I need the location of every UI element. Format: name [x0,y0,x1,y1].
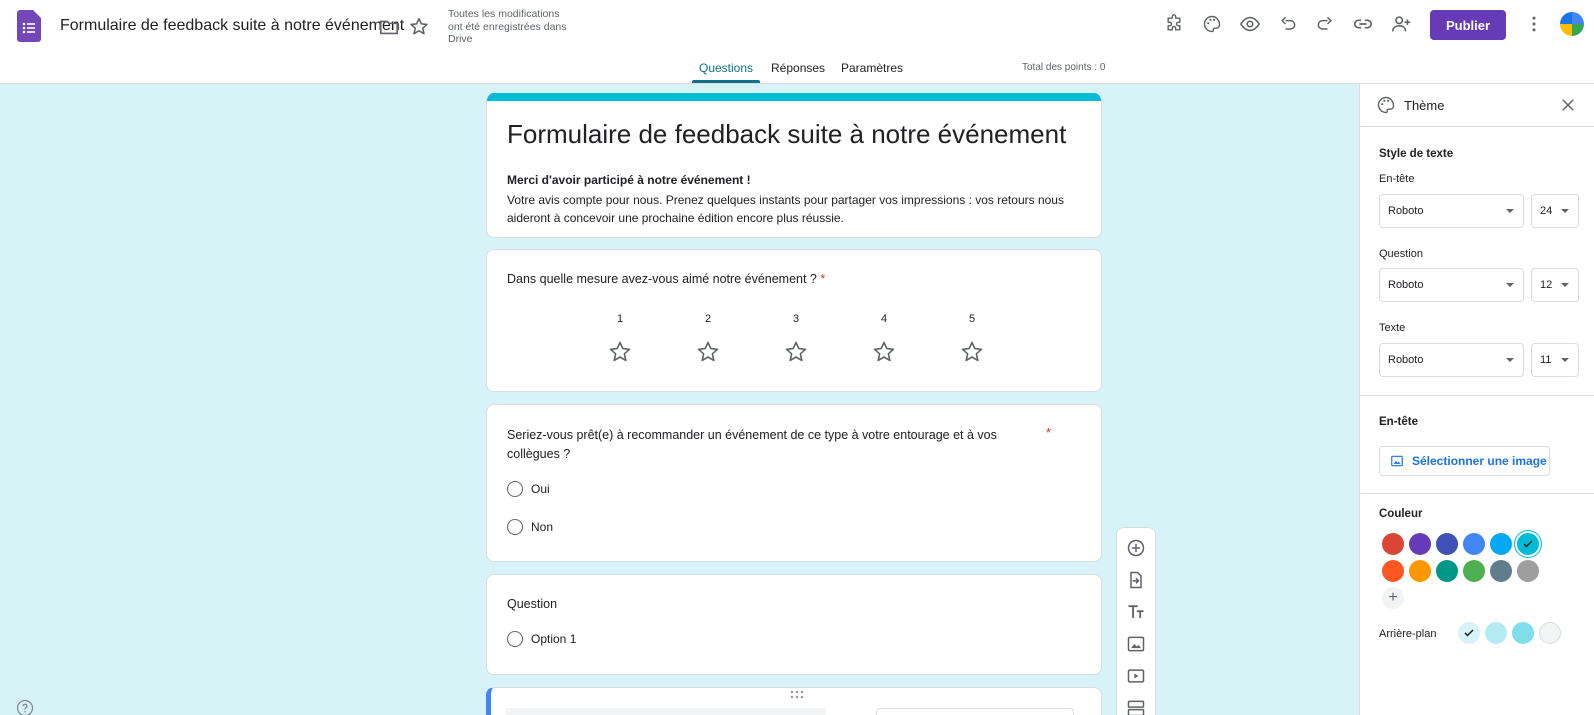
publish-button[interactable]: Publier [1430,10,1506,40]
star-icon[interactable] [408,16,430,38]
link-icon[interactable] [1351,12,1375,36]
image-icon [1390,454,1404,468]
question-title-input[interactable] [506,708,826,715]
question-font-select[interactable] [1379,268,1524,302]
header-accent-bar [487,93,1101,101]
option-label: Non [531,520,554,534]
rating-label-1: 1 [616,313,624,325]
text-font-label: Texte [1379,322,1406,334]
color-swatch[interactable] [1463,560,1485,582]
color-heading: Couleur [1379,508,1423,520]
chevron-down-icon [1561,209,1569,213]
more-icon[interactable] [1522,12,1546,36]
question-title[interactable] [507,272,825,286]
color-swatch[interactable] [1490,560,1512,582]
preview-icon[interactable] [1238,12,1262,36]
check-icon [1522,538,1534,550]
background-swatch[interactable] [1512,622,1534,644]
select-image-label: Sélectionner une image [1412,454,1547,468]
text-font-value: Roboto [1388,354,1424,366]
google-forms-icon[interactable] [17,10,41,42]
background-swatch[interactable] [1539,622,1561,644]
color-swatch[interactable] [1490,533,1512,555]
add-image-icon[interactable] [1126,634,1146,654]
add-collaborator-icon[interactable] [1389,12,1413,36]
add-custom-color-button[interactable]: + [1382,587,1404,609]
addon-icon[interactable] [1162,12,1186,36]
radio-button[interactable] [507,481,523,497]
question-type-select[interactable] [876,708,1074,715]
chevron-down-icon [1506,358,1514,362]
rating-star-icon[interactable] [608,340,632,364]
color-swatch[interactable] [1409,560,1431,582]
top-bar [0,0,1594,52]
rating-label-4: 4 [880,313,888,325]
form-title[interactable]: Formulaire de feedback suite à notre événement [507,119,1067,149]
divider [1360,126,1594,127]
drag-handle-icon[interactable] [789,690,805,700]
check-icon [1463,627,1475,639]
radio-button[interactable] [507,519,523,535]
rating-label-2: 2 [704,313,712,325]
radio-button[interactable] [507,631,523,647]
rating-label-5: 5 [968,313,976,325]
tab-bar [0,52,1594,84]
question-card-untitled[interactable] [486,574,1102,675]
question-font-label: Question [1379,248,1424,260]
theme-panel [1359,84,1594,715]
background-swatch[interactable] [1485,622,1507,644]
import-questions-icon[interactable] [1126,570,1146,590]
header-font-select[interactable] [1379,194,1524,228]
add-title-icon[interactable] [1126,602,1146,622]
option-label: Oui [531,482,550,496]
question-card-rating[interactable] [486,249,1102,392]
form-subtitle[interactable]: Merci d'avoir participé à notre événement ! [507,173,751,187]
color-swatch[interactable] [1517,533,1539,555]
header-image-heading: En-tête [1379,416,1418,428]
header-size-value: 24 [1540,205,1553,217]
tab-responses[interactable]: Réponses [771,61,826,75]
tab-questions[interactable]: Questions [699,61,754,75]
redo-icon[interactable] [1313,12,1337,36]
header-font-value: Roboto [1388,205,1424,217]
total-points: Total des points : 0 [1022,62,1106,73]
floating-toolbar [1116,527,1156,715]
chevron-down-icon [1506,283,1514,287]
chevron-down-icon [1561,358,1569,362]
palette-icon [1376,95,1396,115]
text-size-value: 11 [1540,354,1552,366]
color-swatch[interactable] [1382,533,1404,555]
theme-panel-title: Thème [1404,98,1445,113]
question-text[interactable]: Seriez-vous prêt(e) à recommander un événement de ce type à votre entourage et à vos collègues ? [507,428,997,461]
chevron-down-icon [1506,209,1514,213]
form-canvas [0,84,1359,715]
divider [1360,493,1594,494]
help-icon[interactable] [16,699,34,715]
add-video-icon[interactable] [1126,666,1146,686]
color-swatch[interactable] [1409,533,1431,555]
text-size-select[interactable] [1531,343,1579,377]
text-font-select[interactable] [1379,343,1524,377]
question-card-active[interactable] [486,687,1102,715]
color-swatch[interactable] [1436,533,1458,555]
background-swatch[interactable] [1458,622,1480,644]
header-font-label: En-tête [1379,173,1415,185]
close-icon[interactable] [1559,96,1577,114]
question-size-value: 12 [1540,279,1553,291]
option-label: Option 1 [531,632,577,646]
text-style-heading: Style de texte [1379,148,1454,160]
form-description[interactable]: Votre avis compte pour nous. Prenez quelques instants pour partager vos impressions : vos retours nous aideront à concevoir une prochaine édition encore plus réussie. [507,193,1064,225]
question-card-recommend[interactable] [486,404,1102,562]
avatar[interactable] [1560,12,1584,36]
chevron-down-icon [1561,283,1569,287]
folder-icon[interactable] [378,16,400,38]
rating-star-icon[interactable] [872,340,896,364]
background-label: Arrière-plan [1379,628,1437,640]
color-swatch[interactable] [1382,560,1404,582]
question-text: Dans quelle mesure avez-vous aimé notre événement ? [507,272,817,286]
question-font-value: Roboto [1388,279,1424,291]
header-size-select[interactable] [1531,194,1579,228]
rating-star-icon[interactable] [696,340,720,364]
color-swatch[interactable] [1463,533,1485,555]
form-header-card[interactable] [486,93,1102,238]
rating-star-icon[interactable] [784,340,808,364]
question-size-select[interactable] [1531,268,1579,302]
rating-star-icon[interactable] [960,340,984,364]
divider [1360,395,1594,396]
add-section-icon[interactable] [1126,698,1146,715]
rating-label-3: 3 [792,313,800,325]
tab-settings[interactable]: Paramètres [841,61,904,75]
required-marker: * [1046,425,1052,440]
color-swatch[interactable] [1436,560,1458,582]
palette-icon[interactable] [1200,12,1224,36]
active-tab-indicator [692,80,760,83]
add-question-icon[interactable] [1126,538,1146,558]
undo-icon[interactable] [1276,12,1300,36]
question-text[interactable]: Question [507,597,558,611]
required-marker: * [820,272,826,286]
document-title[interactable]: Formulaire de feedback suite à notre événement [60,17,405,34]
select-image-button[interactable] [1379,446,1550,476]
save-status: Toutes les modifications ont été enregistrées dans Drive [448,8,567,45]
color-swatch[interactable] [1517,560,1539,582]
